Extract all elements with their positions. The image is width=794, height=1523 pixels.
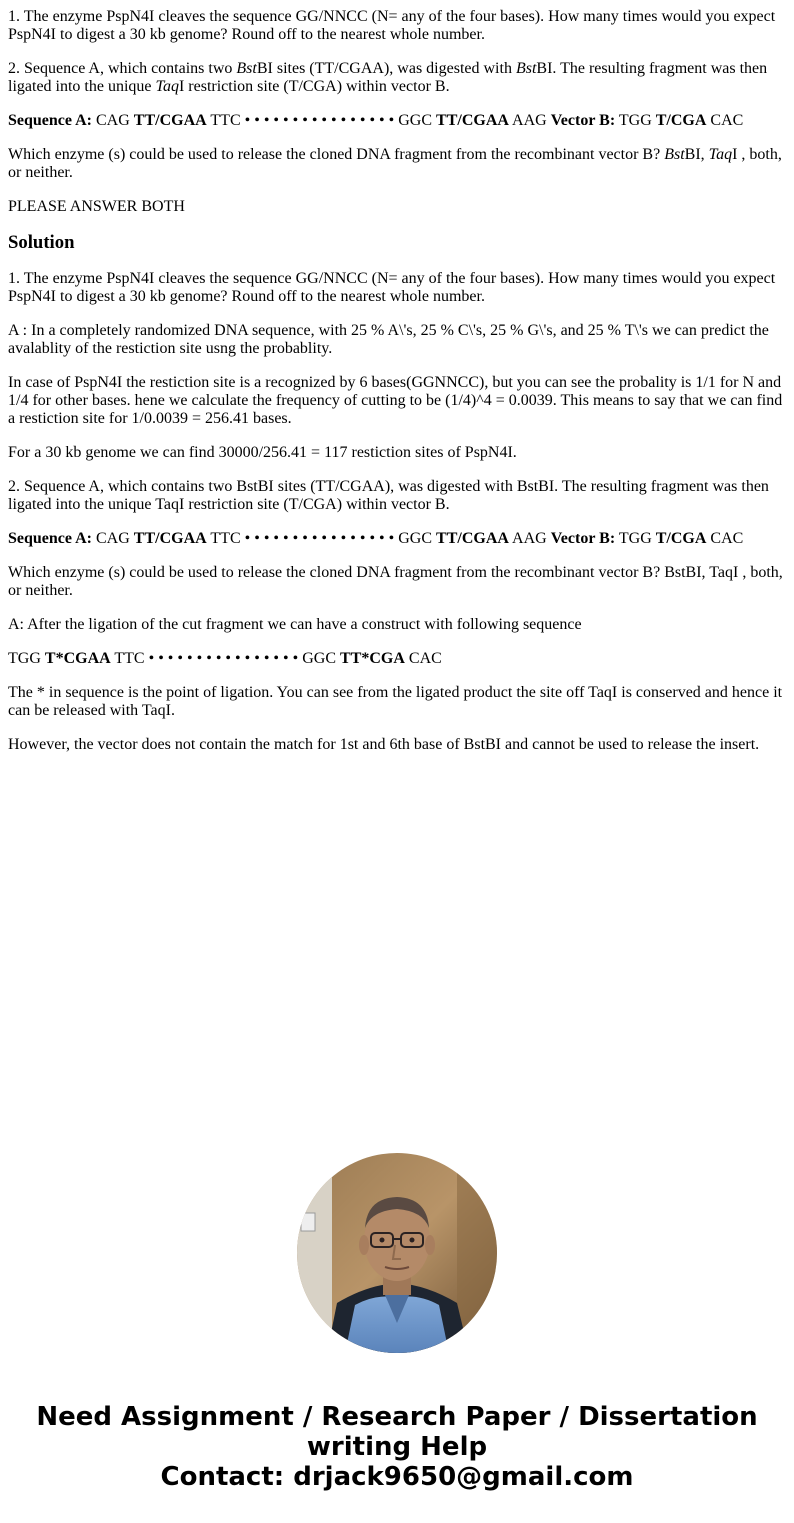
footer-line-2: writing Help xyxy=(306,1432,488,1462)
author-photo xyxy=(297,1153,497,1353)
question-1: 1. The enzyme PspN4I cleaves the sequence GG/NNCC (N= any of the four bases). How many times would you expect PspN4I to digest a 30 kb genome? Round off to the nearest whole number. xyxy=(8,8,776,43)
footer-contact: Contact: drjack9650@gmail.com xyxy=(160,1462,634,1492)
question-sequence: Sequence A: CAG TT/CGAA TTC • • • • • • • • • • • • • • • • GGC TT/CGAA AAG Vector B: TGG T/CGA CAC xyxy=(8,112,744,129)
answer-2-intro: A: After the ligation of the cut fragment we can have a construct with following sequence xyxy=(8,616,582,633)
portrait-image xyxy=(297,1153,497,1353)
question-which-enzyme: Which enzyme (s) could be used to release the cloned DNA fragment from the recombinant vector B? BstBI, TaqI , both, or neither. xyxy=(8,146,782,181)
question-2: 2. Sequence A, which contains two BstBI sites (TT/CGAA), was digested with BstBI. The resulting fragment was then ligated into the unique TaqI restriction site (T/CGA) within vector B. xyxy=(8,60,768,95)
answer-1-calculation: In case of PspN4I the restiction site is a recognized by 6 bases(GGNNCC), but you can see the probality is 1/1 for N and 1/4 for other bases. hene we calculate the frequency of cutting to be (1/4)^4 = 0.0039. This means to say that we can find a restiction site for 1/0.0039 = 256.41 bases. xyxy=(8,374,783,427)
answer-2-taqi: The * in sequence is the point of ligation. You can see from the ligated product the site off TaqI is conserved and hence it can be released with TaqI. xyxy=(8,684,783,719)
solution-question-2: 2. Sequence A, which contains two BstBI sites (TT/CGAA), was digested with BstBI. The resulting fragment was then ligated into the unique TaqI restriction site (T/CGA) within vector B. xyxy=(8,478,769,513)
solution-which-enzyme: Which enzyme (s) could be used to release the cloned DNA fragment from the recombinant vector B? BstBI, TaqI , both, or neither. xyxy=(8,564,783,599)
answer-1-intro: A : In a completely randomized DNA sequence, with 25 % A\'s, 25 % C\'s, 25 % G\'s, and 25 % T\'s we can predict the avalablity of the restiction site usng the probablity. xyxy=(8,322,769,357)
ligated-construct-sequence: TGG T*CGAA TTC • • • • • • • • • • • • • • • • GGC TT*CGA CAC xyxy=(8,650,442,667)
please-answer-both: PLEASE ANSWER BOTH xyxy=(8,198,185,215)
solution-heading: Solution xyxy=(8,232,75,253)
answer-2-bstbi: However, the vector does not contain the match for 1st and 6th base of BstBI and cannot be used to release the insert. xyxy=(8,736,760,753)
solution-sequence: Sequence A: CAG TT/CGAA TTC • • • • • • • • • • • • • • • • GGC TT/CGAA AAG Vector B: TGG T/CGA CAC xyxy=(8,530,744,547)
answer-1-result: For a 30 kb genome we can find 30000/256.41 = 117 restiction sites of PspN4I. xyxy=(8,444,517,461)
solution-question-1: 1. The enzyme PspN4I cleaves the sequence GG/NNCC (N= any of the four bases). How many times would you expect PspN4I to digest a 30 kb genome? Round off to the nearest whole number. xyxy=(8,270,776,305)
footer-promo xyxy=(0,1402,794,1492)
footer-line-1: Need Assignment / Research Paper / Dissertation xyxy=(36,1402,758,1432)
document-body xyxy=(8,8,786,770)
